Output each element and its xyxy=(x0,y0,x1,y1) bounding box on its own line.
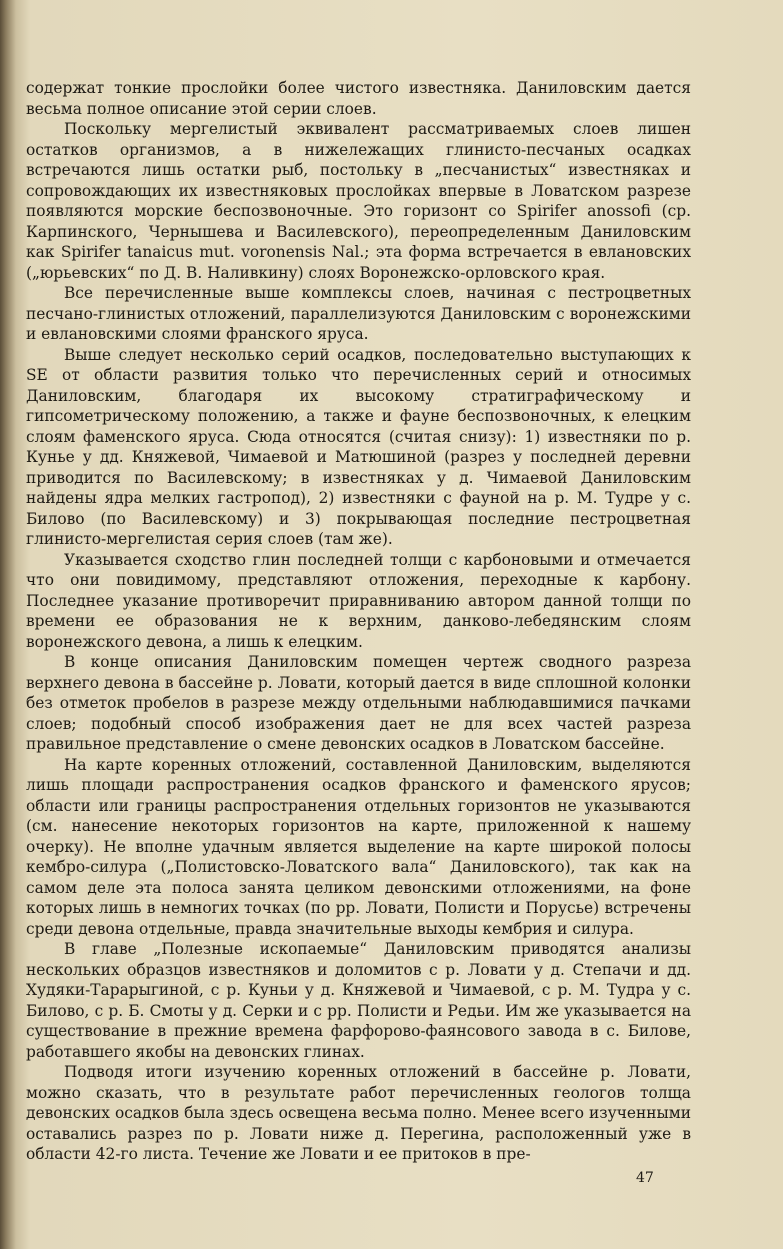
paragraph-1: содержат тонкие прослойки более чистого известняка. Даниловским дается весьма полное описание этой серии слоев. xyxy=(26,79,691,118)
paragraph-4: Выше следует несколько серий осадков, последовательно выступающих к SE от области развития только что перечисленных серий и относимых Даниловским, благодаря их высокому стратиграфическому и гипсометрическому положению, а также и фауне беспозвоночных, к елецким слоям фаменского яруса. Сюда относятся (считая снизу): 1) известняки по р. Кунье у дд. Княжевой, Чимаевой и Матюшиной (разрез у последней деревни приводится по Василевскому; в известняках у д. Чимаевой Даниловским найдены ядра мелких гастропод), 2) известняки с фауной на р. М. Тудре у с. Билово (по Василевскому) и 3) покрывающая последние пестроцветная глинисто-мергелистая серия слоев (там же). xyxy=(26,345,691,548)
paragraph-5: Указывается сходство глин последней толщи с карбоновыми и отмечается что они повидимому, представляют отложения, переходные к карбону. Последнее указание противоречит приравниванию автором данной толщи по времени ее образования не к верхним, данково-лебедянским слоям воронежского девона, а лишь к елецким. xyxy=(26,550,691,651)
page-number: 47 xyxy=(636,1170,654,1186)
paragraph-2: Поскольку мергелистый эквивалент рассматриваемых слоев лишен остатков организмов, а в нижележащих глинисто-песчаных осадках встречаются лишь остатки рыб, постольку в „песчанистых“ известняках и сопровождающих их известняковых прослойках впервые в Ловатском разрезе появляются морские беспозвоночные. Это горизонт со Spirifer anossofi (ср. Карпинского, Чернышева и Василевского), переопределенным Даниловским как Spirifer tanaicus mut. voronensis Nal.; эта форма встречается в евлановских („юрьевских“ по Д. В. Наливкину) слоях Воронежско-орловского края. xyxy=(26,120,691,282)
paragraph-3: Все перечисленные выше комплексы слоев, начиная с пестроцветных песчано-глинистых отложений, параллелизуются Даниловским с воронежскими и евлановскими слоями франского яруса. xyxy=(26,284,691,343)
paragraph-9: Подводя итоги изучению коренных отложений в бассейне р. Ловати, можно сказать, что в результате работ перечисленных геологов толща девонских осадков была здесь освещена весьма полно. Менее всего изученными оставались разрез по р. Ловати ниже д. Перегина, расположенный уже в области 42-го листа. Течение же Ловати и ее притоков в пре- xyxy=(26,1063,691,1163)
paragraph-7: На карте коренных отложений, составленной Даниловским, выделяются лишь площади распространения осадков франского и фаменского ярусов; области или границы распространения отдельных горизонтов не указываются (см. нанесение некоторых горизонтов на карте, приложенной к нашему очерку). Не вполне удачным является выделение на карте широкой полосы кембро-силура („Полистовско-Ловатского вала“ Даниловского), так как на самом деле эта полоса занята целиком девонскими отложениями, на фоне которых лишь в немногих точках (по рр. Ловати, Полисти и Порусье) встречены среди девона отдельные, правда значительные выходы кембрия и силура. xyxy=(26,755,691,938)
paragraph-6: В конце описания Даниловским помещен чертеж сводного разреза верхнего девона в бассейне р. Ловати, который дается в виде сплошной колонки без отметок пробелов в разрезе между отдельными наблюдавшимися пачками слоев; подобный способ изображения дает не для всех частей разреза правильное представление о смене девонских осадков в Ловатском бассейне. xyxy=(26,653,691,753)
paragraph-8: В главе „Полезные ископаемые“ Даниловским приводятся анализы нескольких образцов известняков и доломитов с р. Ловати у д. Степачи и дд. Худяки-Тарарыгиной, с р. Куньи у д. Княжевой и Чимаевой, с р. М. Тудра у с. Билово, с р. Б. Смоты у д. Серки и с рр. Полисти и Редьи. Им же указывается на существование в прежние времена фарфорово-фаянсового завода в с. Билове, работавшего якобы на девонских глинах. xyxy=(26,940,691,1061)
body-text xyxy=(26,78,691,1165)
